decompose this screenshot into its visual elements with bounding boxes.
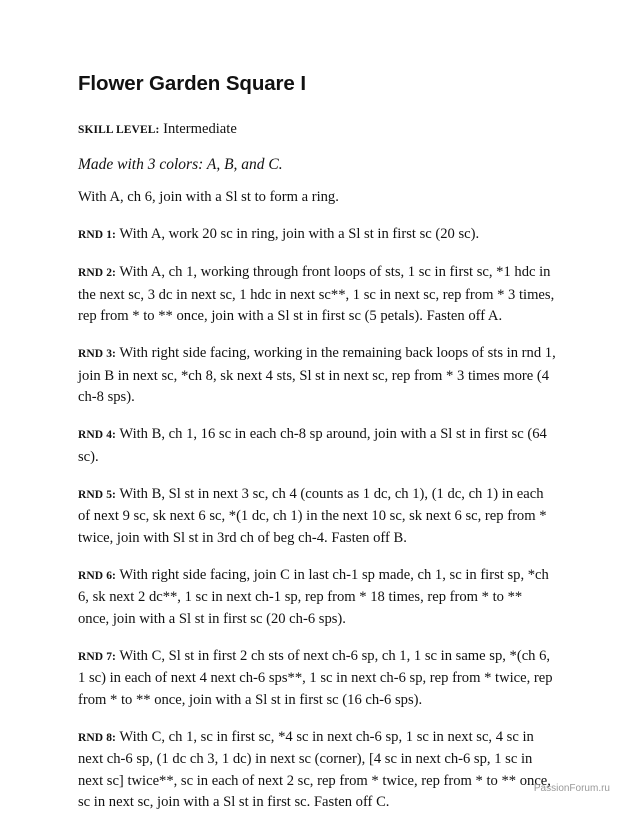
round-1 (78, 224, 556, 247)
page-title: Flower Garden Square I (78, 72, 306, 95)
pattern-body (78, 119, 556, 829)
round-text: With A, work 20 sc in ring, join with a Sl st in first sc (20 sc). (119, 226, 480, 242)
round-label: RND 3: (78, 348, 116, 360)
round-label: RND 5: (78, 488, 116, 501)
round-text: With right side facing, join C in last ch-1 sp made, ch 1, sc in first sp, *ch 6, sk next 2 dc**, 1 sc in next ch-1 sp, rep from * 18 times, rep from * to ** once, join with a Sl st in first sc (20 ch-6 sps). (78, 566, 549, 627)
round-3 (78, 343, 556, 409)
round-4 (78, 424, 556, 468)
colors-note: Made with 3 colors: A, B, and C. (78, 155, 283, 173)
round-text: With C, Sl st in first 2 ch sts of next ch-6 sp, ch 1, 1 sc in same sp, *(ch 6, 1 sc) in each of next 4 next ch-6 sps**, 1 sc in next ch-6 sp, rep from * twice, rep from * to ** once, join with a Sl st in first sc (16 ch-6 sps). (78, 647, 553, 708)
intro-instruction: With A, ch 6, join with a Sl st to form a ring. (78, 189, 339, 205)
skill-level (78, 119, 556, 142)
round-7 (78, 646, 556, 712)
round-label: RND 1: (78, 229, 116, 241)
round-5 (78, 484, 556, 550)
round-text: With B, Sl st in next 3 sc, ch 4 (counts as 1 dc, ch 1), (1 dc, ch 1) in each of next 9 sc, sk next 6 sc, *(1 dc, ch 1) in the next 10 sc, sk next 6 sc, rep from * twice, join with Sl st in 3rd ch of beg ch-4. Fasten off B. (78, 485, 547, 546)
skill-level-value: Intermediate (163, 121, 237, 137)
round-text: With A, ch 1, working through front loops of sts, 1 sc in first sc, *1 hdc in the next sc, 3 dc in next sc, 1 hdc in next sc**, 1 sc in next sc, rep from * 3 times, rep from * to ** once, join with a Sl st in first sc (5 petals). Fasten off A. (78, 264, 555, 324)
round-8 (78, 727, 556, 814)
round-2 (78, 262, 556, 328)
round-label: RND 7: (78, 650, 116, 663)
skill-level-label: SKILL LEVEL: (78, 124, 160, 136)
watermark: PassionForum.ru (533, 783, 610, 794)
round-text: With B, ch 1, 16 sc in each ch-8 sp around, join with a Sl st in first sc (64 sc). (78, 426, 547, 465)
round-label: RND 4: (78, 429, 116, 441)
round-text: With right side facing, working in the remaining back loops of sts in rnd 1, join B in next sc, *ch 8, sk next 4 sts, Sl st in next sc, rep from * 3 times more (4 ch-8 sps). (78, 345, 556, 405)
round-label: RND 2: (78, 267, 116, 279)
round-label: RND 6: (78, 569, 116, 582)
round-6 (78, 565, 556, 631)
round-label: RND 8: (78, 731, 116, 744)
round-text: With C, ch 1, sc in first sc, *4 sc in next ch-6 sp, 1 sc in next sc, 4 sc in next ch-6 sp, (1 dc ch 3, 1 dc) in next sc (corner), [4 sc in next ch-6 sp, 1 sc in next sc] twice**, sc in each of next 2 sc, rep from * twice, rep from * to ** once, sc in next sc, join with a Sl st in first sc. Fasten off C. (78, 728, 551, 810)
